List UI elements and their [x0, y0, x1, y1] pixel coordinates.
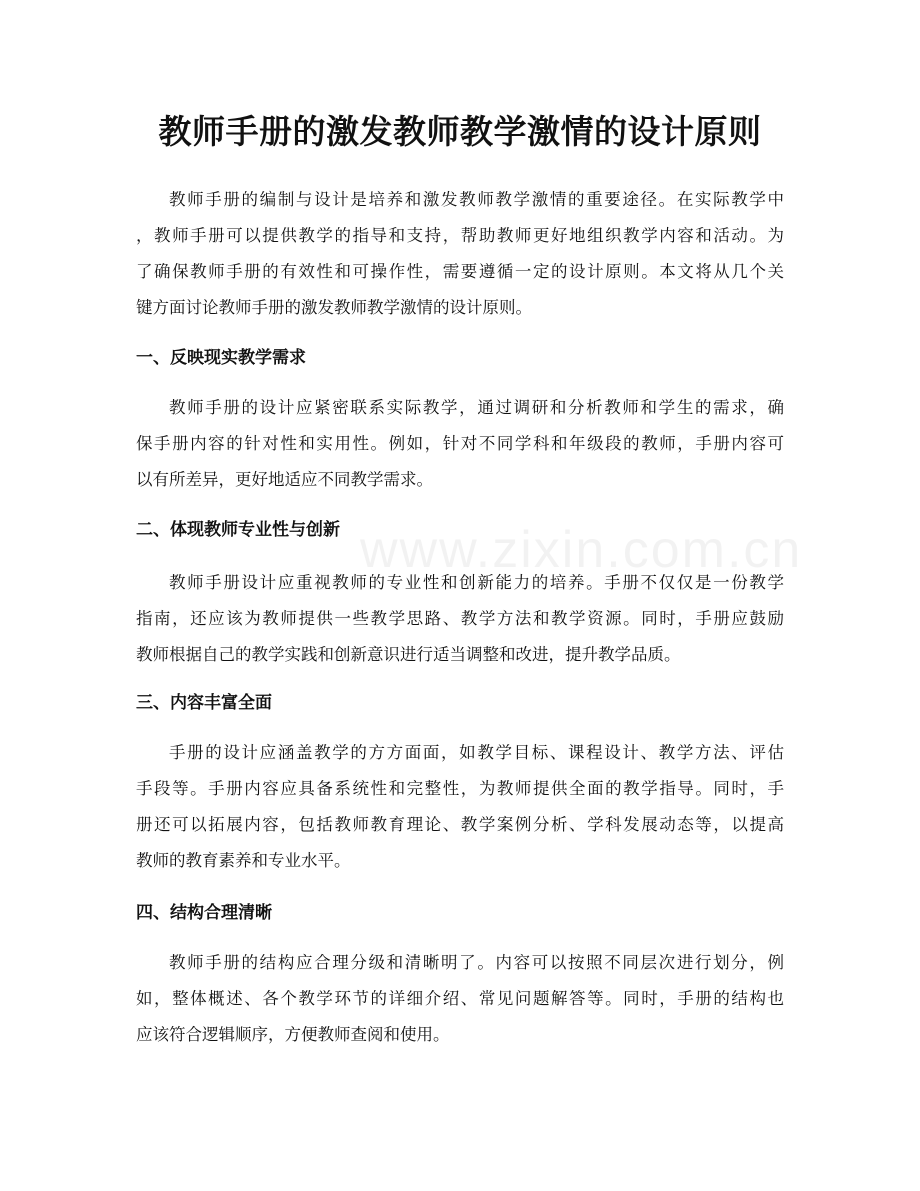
paragraph-line: 键方面讨论教师手册的激发教师教学激情的设计原则。	[136, 298, 532, 317]
paragraph-line: 指南，还应该为教师提供一些教学思路、教学方法和教学资源。同时，手册应鼓励	[136, 609, 784, 628]
section-heading-1: 一、反映现实教学需求	[136, 348, 306, 368]
paragraph-line: 手段等。手册内容应具备系统性和完整性，为教师提供全面的教学指导。同时，手	[136, 779, 784, 798]
section-paragraph-4	[136, 945, 784, 1053]
paragraph-line: 应该符合逻辑顺序，方便教师查阅和使用。	[136, 1025, 450, 1044]
page-title: 教师手册的激发教师教学激情的设计原则	[158, 112, 762, 151]
paragraph-line: 教师手册的结构应合理分级和清晰明了。内容可以按照不同层次进行划分，例	[169, 953, 784, 972]
section-heading-2: 二、体现教师专业性与创新	[136, 520, 340, 540]
paragraph-line: 册还可以拓展内容，包括教师教育理论、教学案例分析、学科发展动态等，以提高	[136, 815, 784, 834]
section-paragraph-3	[136, 735, 784, 879]
paragraph-line: ，教师手册可以提供教学的指导和支持，帮助教师更好地组织教学内容和活动。为	[136, 226, 784, 245]
paragraph-line: 教师手册设计应重视教师的专业性和创新能力的培养。手册不仅仅是一份教学	[169, 573, 784, 592]
watermark: www.zixin.com.cn	[360, 521, 803, 579]
paragraph-line: 教师根据自己的教学实践和创新意识进行适当调整和改进，提升教学品质。	[136, 645, 681, 664]
section-heading-4: 四、结构合理清晰	[136, 903, 272, 923]
paragraph-line: 保手册内容的针对性和实用性。例如，针对不同学科和年级段的教师，手册内容可	[136, 434, 784, 453]
paragraph-line: 教师手册的设计应紧密联系实际教学，通过调研和分析教师和学生的需求，确	[169, 398, 784, 417]
paragraph-line: 以有所差异，更好地适应不同教学需求。	[136, 470, 433, 489]
paragraph-line: 了确保教师手册的有效性和可操作性，需要遵循一定的设计原则。本文将从几个关	[136, 262, 784, 281]
paragraph-line: 如，整体概述、各个教学环节的详细介绍、常见问题解答等。同时，手册的结构也	[136, 989, 784, 1008]
section-paragraph-2	[136, 565, 784, 673]
intro-paragraph	[136, 182, 784, 326]
section-heading-3: 三、内容丰富全面	[136, 693, 272, 713]
paragraph-line: 教师的教育素养和专业水平。	[136, 851, 351, 870]
paragraph-line: 教师手册的编制与设计是培养和激发教师教学激情的重要途径。在实际教学中	[169, 190, 784, 209]
section-paragraph-1	[136, 390, 784, 498]
paragraph-line: 手册的设计应涵盖教学的方方面面，如教学目标、课程设计、教学方法、评估	[169, 743, 784, 762]
